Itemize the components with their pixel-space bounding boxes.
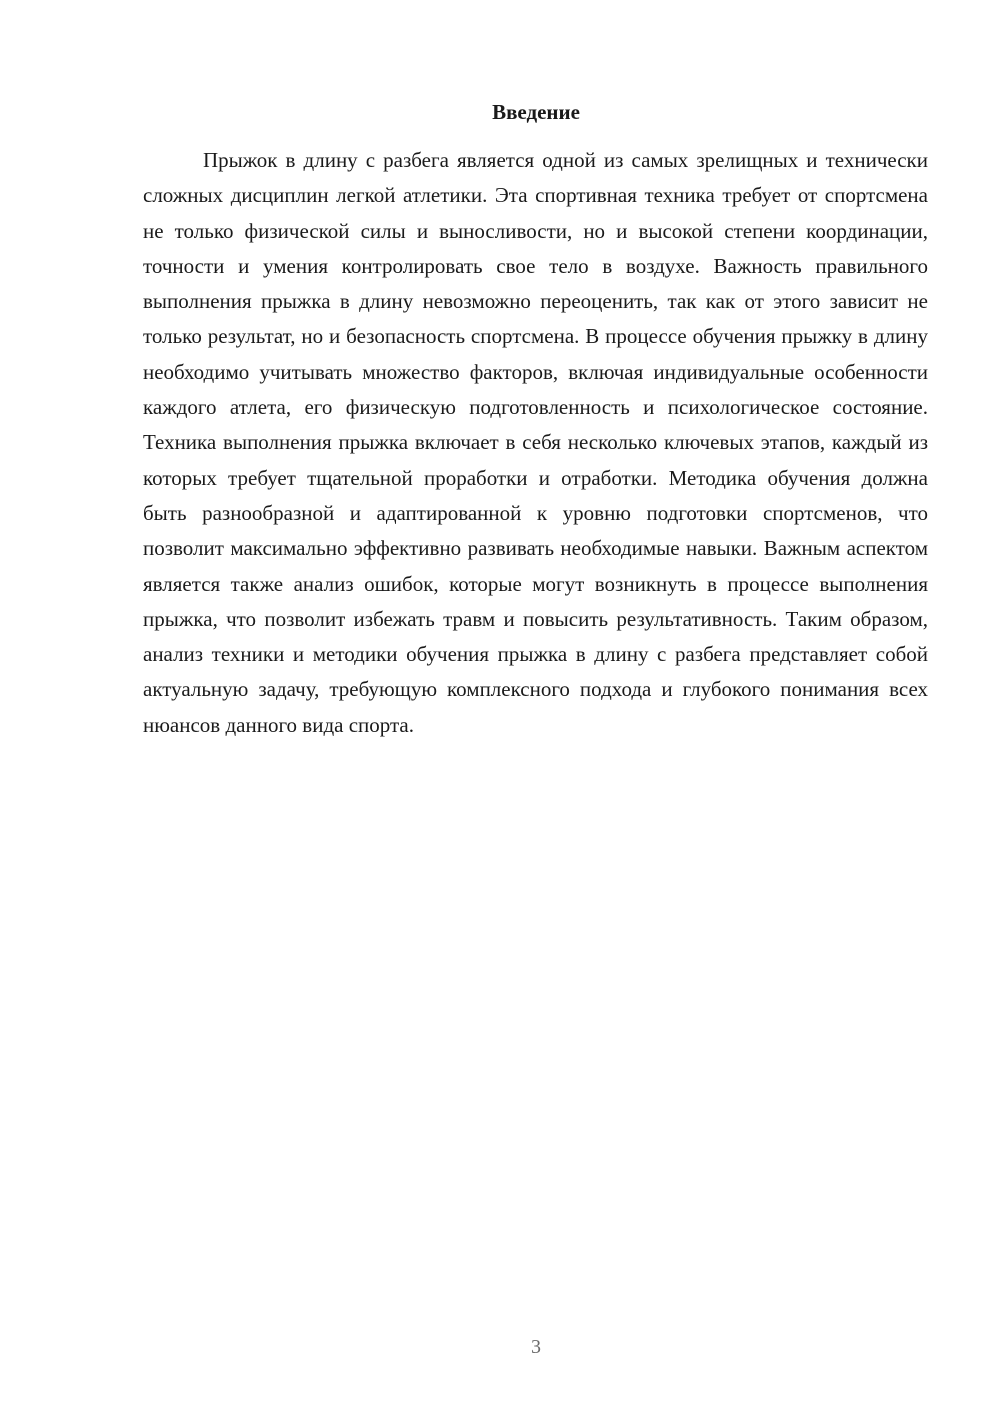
section-heading: Введение [492, 100, 580, 124]
page-number: 3 [531, 1336, 541, 1358]
body-paragraph: Прыжок в длину с разбега является одной из самых зрелищных и технически сложных дисциплин легкой атлетики. Эта спортивная техника требует от спортсмена не только физической силы и выносливости, но и высокой степени координации, точности и умения контролировать свое тело в воздухе. Важность правильного выполнения прыжка в длину невозможно переоценить, так как от этого зависит не только результат, но и безопасность спортсмена. В процессе обучения прыжку в длину необходимо учитывать множество факторов, включая индивидуальные особенности каждого атлета, его физическую подготовленность и психологическое состояние. Техника выполнения прыжка включает в себя несколько ключевых этапов, каждый из которых требует тщательной проработки и отработки. Методика обучения должна быть разнообразной и адаптированной к уровню подготовки спортсменов, что позволит максимально эффективно развивать необходимые навыки. Важным аспектом является также анализ ошибок, которые могут возникнуть в процессе выполнения прыжка, что позволит избежать травм и повысить результативность. Таким образом, анализ техники и методики обучения прыжка в длину с разбега представляет собой актуальную задачу, требующую комплексного подхода и глубокого понимания всех нюансов данного вида спорта. [143, 148, 928, 737]
